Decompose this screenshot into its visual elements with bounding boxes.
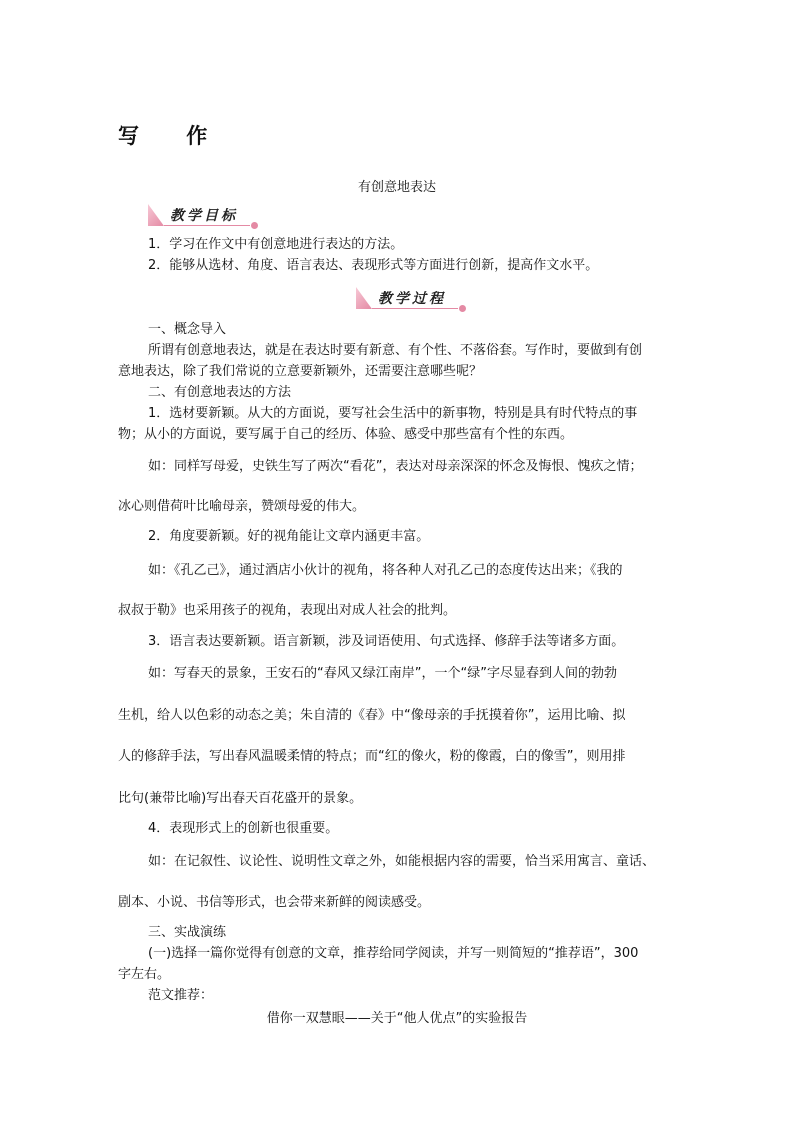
method-line: 3．语言表达要新颖。语言新颖，涉及词语使用、句式选择、修辞手法等诸多方面。 bbox=[148, 634, 625, 649]
example-line: 如：在记叙性、议论性、说明性文章之外，如能根据内容的需要，恰当采用寓言、童话、 bbox=[148, 854, 656, 869]
banner-label: 教学过程 bbox=[378, 291, 446, 307]
section-title: 写 作 bbox=[118, 123, 228, 148]
topic-title: 有创意地表达 bbox=[357, 180, 436, 195]
part1-heading: 一、概念导入 bbox=[148, 322, 227, 337]
method-line: 1．选材要新颖。从大的方面说，要写社会生活中的新事物，特别是具有时代特点的事 bbox=[148, 406, 638, 421]
banner-label: 教学目标 bbox=[170, 208, 238, 224]
example-line: 比句(兼带比喻)写出春天百花盛开的景象。 bbox=[118, 791, 363, 806]
method-line: 2．角度要新颖。好的视角能让文章内涵更丰富。 bbox=[148, 529, 430, 544]
task-line: 字左右。 bbox=[118, 967, 171, 982]
example-line: 如：同样写母爱，史铁生写了两次“看花”，表达对母亲深深的怀念及悔恨、愧疚之情； bbox=[148, 459, 643, 474]
example-line: 如：写春天的景象，王安石的“春风又绿江南岸”，一个“绿”字尽显春到人间的勃勃 bbox=[148, 666, 617, 681]
paragraph-line: 意地表达，除了我们常说的立意要新颖外，还需要注意哪些呢？ bbox=[118, 364, 483, 379]
banner-triangle-icon bbox=[148, 204, 164, 226]
banner-underline bbox=[164, 225, 250, 226]
goal-item: 1．学习在作文中有创意地进行表达的方法。 bbox=[148, 237, 404, 252]
example-line: 人的修辞手法，写出春风温暖柔情的特点；而“红的像火，粉的像霞，白的像雪”，则用排 bbox=[118, 749, 626, 764]
method-line: 物；从小的方面说，要写属于自己的经历、体验、感受中那些富有个性的东西。 bbox=[118, 427, 574, 442]
example-line: 冰心则借荷叶比喻母亲，赞颂母爱的伟大。 bbox=[118, 499, 366, 514]
task-line: (一)选择一篇你觉得有创意的文章，推荐给同学阅读，并写一则简短的“推荐语”，300 bbox=[148, 946, 639, 961]
method-line: 4．表现形式上的创新也很重要。 bbox=[148, 821, 339, 836]
goal-item: 2．能够从选材、角度、语言表达、表现形式等方面进行创新，提高作文水平。 bbox=[148, 258, 599, 273]
banner-triangle-icon bbox=[356, 287, 372, 309]
banner-dot-icon bbox=[251, 222, 258, 229]
part3-heading: 三、实战演练 bbox=[148, 925, 227, 940]
example-line: 剧本、小说、书信等形式，也会带来新鲜的阅读感受。 bbox=[118, 895, 431, 910]
banner-dot-icon bbox=[459, 305, 466, 312]
example-line: 如：《孔乙己》，通过酒店小伙计的视角，将各种人对孔乙己的态度传达出来；《我的 bbox=[148, 563, 623, 578]
paragraph-line: 所谓有创意地表达，就是在表达时要有新意、有个性、不落俗套。写作时，要做到有创 bbox=[148, 343, 643, 358]
sample-title: 借你一双慧眼——关于“他人优点”的实验报告 bbox=[266, 1011, 528, 1026]
sample-label: 范文推荐： bbox=[148, 988, 214, 1003]
banner-underline bbox=[372, 308, 458, 309]
part2-heading: 二、有创意地表达的方法 bbox=[148, 385, 292, 400]
example-line: 叔叔于勒》也采用孩子的视角，表现出对成人社会的批判。 bbox=[118, 603, 457, 618]
teaching-goals-banner bbox=[148, 204, 260, 226]
teaching-process-banner bbox=[356, 287, 468, 309]
example-line: 生机，给人以色彩的动态之美；朱自清的《春》中“像母亲的手抚摸着你”，运用比喻、拟 bbox=[118, 708, 626, 723]
